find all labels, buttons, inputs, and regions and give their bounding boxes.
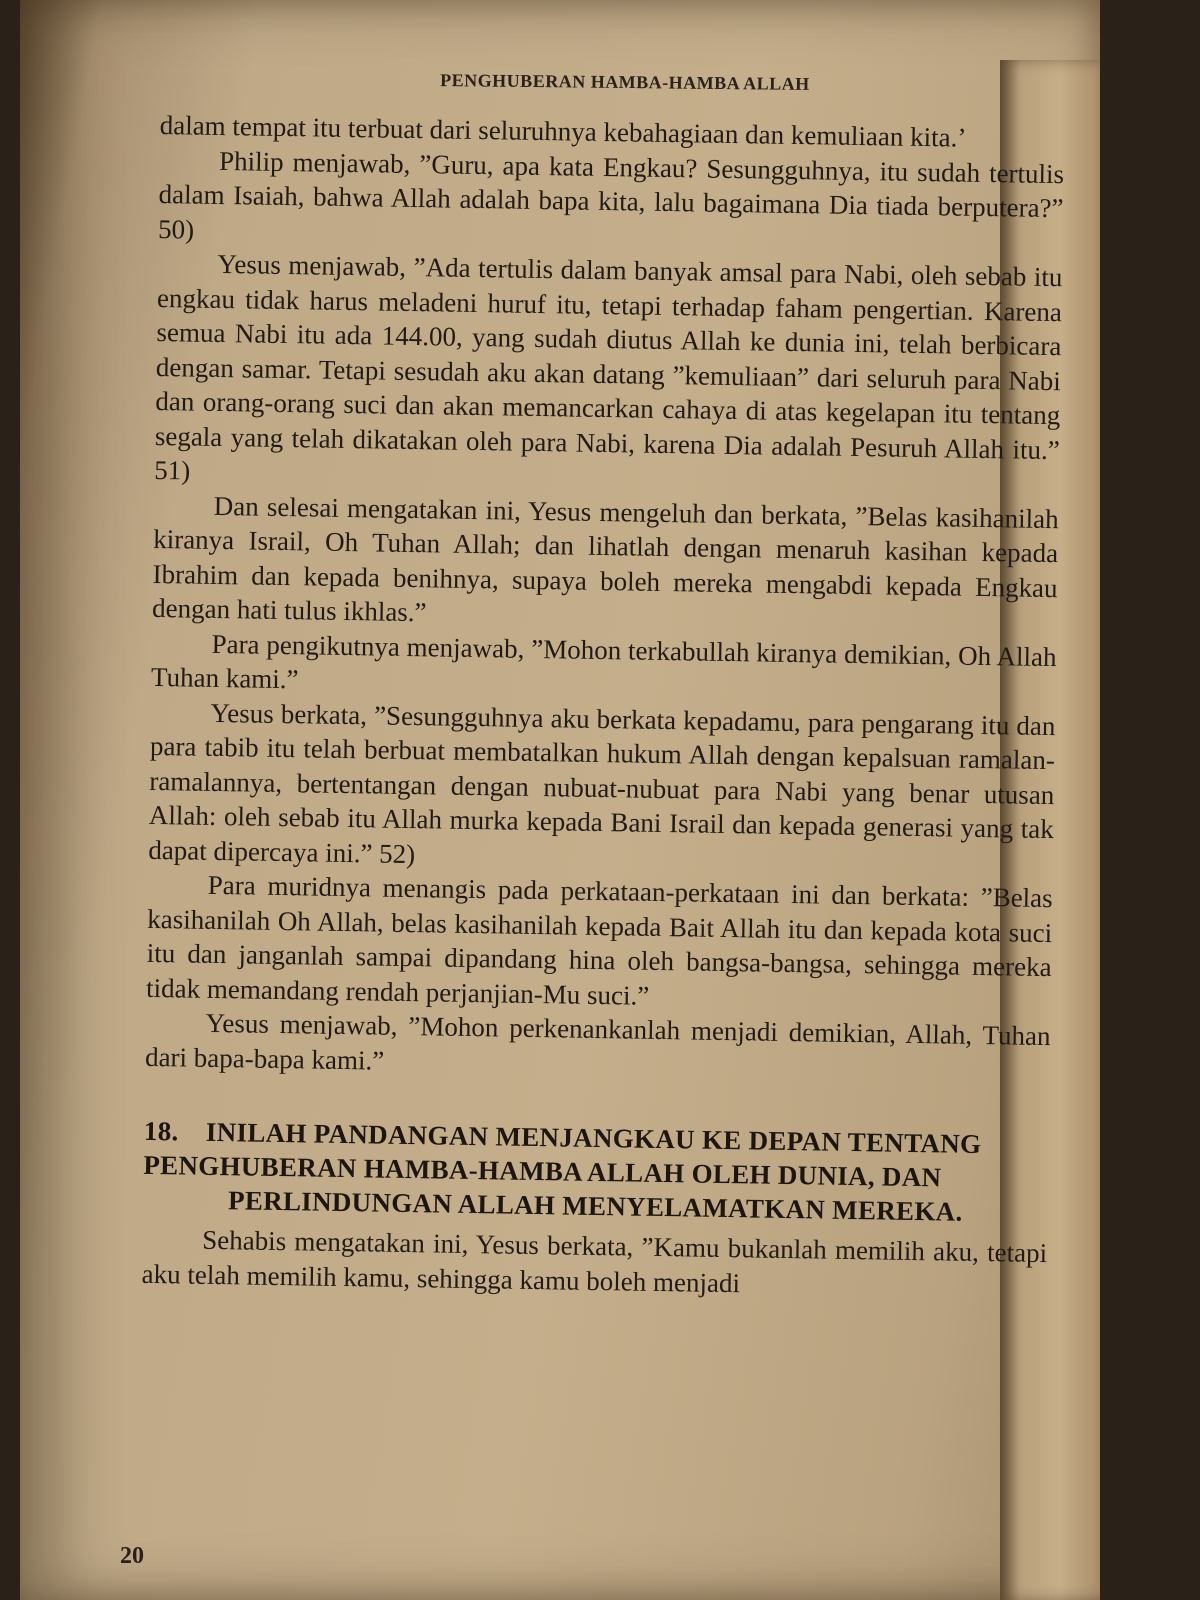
paragraph: Philip menjawab, ”Guru, apa kata Engkau? Sesungguhnya, itu sudah tertulis dalam Isaiah, bahwa Allah adalah bapa kita, lalu bagaimana Dia tiada berputera?” 50): [157, 145, 1065, 245]
page-number: 20: [120, 1543, 144, 1569]
chapter-title-line1: INILAH PANDANGAN MENJANGKAU KE DEPAN TENTANG PENGHUBERAN HAMBA-HAMBA ALLAH OLEH DUNIA, DAN: [143, 1116, 982, 1193]
body-text: [141, 108, 1064, 1305]
chapter-number: 18.: [143, 1115, 179, 1147]
chapter-heading: [143, 1114, 1049, 1230]
paragraph: Yesus menjawab, ”Ada tertulis dalam banyak amsal para Nabi, oleh sebab itu engkau tidak harus meladeni huruf itu, tetapi terhadap faham pengertian. Karena semua Nabi itu ada 144.00, yang sudah diutus Allah ke dunia ini, telah berbicara dengan samar. Tetapi sesudah aku akan datang ”kemuliaan” dari seluruh para Nabi dan orang-orang suci dan akan memancarkan cahaya di atas kegelapan itu tentang segala yang telah dikatakan oleh para Nabi, karena Dia adalah Pesuruh Allah itu.” 51): [154, 248, 1063, 486]
paragraph: Yesus menjawab, ”Mohon perkenankanlah menjadi demikian, Allah, Tuhan dari bapa-bapa kami.”: [144, 1007, 1051, 1076]
paragraph: Sehabis mengatakan ini, Yesus berkata, ”Kamu bukanlah memilih aku, tetapi aku telah memilih kamu, sehingga kamu boleh menjadi: [141, 1224, 1048, 1298]
paragraph: Yesus berkata, ”Sesungguhnya aku berkata kepadamu, para pengarang itu dan para tabib itu telah berbuat membatalkan hukum Allah dengan kepalsuan ramalan-ramalannya, bertentangan dengan nubuat-nubuat para Nabi yang benar utusan Allah: oleh sebab itu Allah murka kepada Bani Israil dan kepada generasi yang tak dapat dipercaya ini.” 52): [148, 697, 1056, 869]
paragraph: Para pengikutnya menjawab, ”Mohon terkabullah kiranya demikian, Oh Allah Tuhan kami.”: [150, 628, 1057, 695]
paragraph: Para muridnya menangis pada perkataan-perkataan ini dan berkata: ”Belas kasihanilah Oh Allah, belas kasihanilah kepada Bait Allah itu dan kepada kota suci itu dan janganlah sampai dipandang hina oleh bangsa-bangsa, sehingga mereka tidak memandang rendah perjanjian-Mu suci.”: [145, 869, 1053, 1011]
paragraph: Dan selesai mengatakan ini, Yesus mengeluh dan berkata, ”Belas kasihanilah kiranya Israil, Oh Tuhan Allah; dan lihatlah dengan menaruh kasihan kepada Ibrahim dan kepada benihnya, supaya boleh mereka mengabdi kepada Engkau dengan hati tulus ikhlas.”: [151, 490, 1059, 628]
book-page: [20, 0, 1100, 1600]
chapter-title-line2: PERLINDUNGAN ALLAH MENYELAMATKAN MEREKA.: [227, 1185, 963, 1227]
paragraph-continuation: dalam tempat itu terbuat dari seluruhnya kebahagiaan dan kemuliaan kita.’: [159, 109, 967, 153]
running-head: PENGHUBERAN HAMBA-HAMBA ALLAH: [440, 70, 810, 94]
